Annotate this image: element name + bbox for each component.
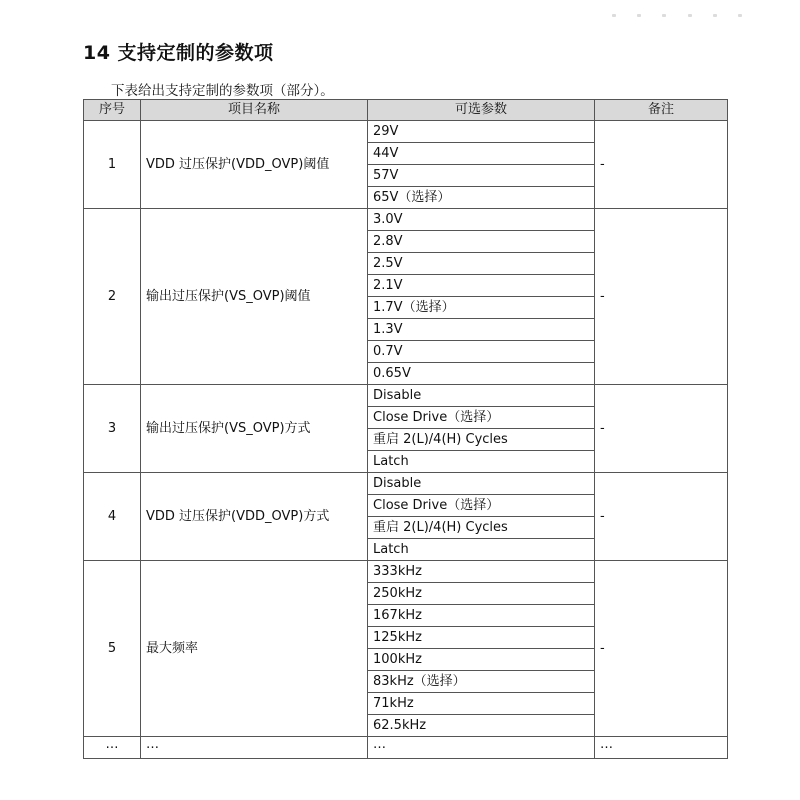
- table-header-row: [84, 100, 728, 121]
- option-cell: 62.5kHz: [368, 715, 595, 737]
- option-cell: 71kHz: [368, 693, 595, 715]
- header-options: 可选参数: [368, 100, 595, 121]
- row-remark: -: [595, 121, 728, 209]
- table-row: [84, 385, 728, 407]
- section-title: 14 支持定制的参数项: [83, 42, 274, 64]
- row-number: 3: [84, 385, 141, 473]
- option-cell: 2.8V: [368, 231, 595, 253]
- option-cell: 167kHz: [368, 605, 595, 627]
- option-cell: 125kHz: [368, 627, 595, 649]
- row-number: 4: [84, 473, 141, 561]
- row-item-name: VDD 过压保护(VDD_OVP)阈值: [141, 121, 368, 209]
- ellipsis-cell: …: [595, 737, 728, 759]
- option-cell: 57V: [368, 165, 595, 187]
- ellipsis-cell: …: [368, 737, 595, 759]
- row-item-name: 最大频率: [141, 561, 368, 737]
- option-cell: 1.3V: [368, 319, 595, 341]
- header-item-name: 项目名称: [141, 100, 368, 121]
- row-remark: -: [595, 561, 728, 737]
- row-remark: -: [595, 209, 728, 385]
- option-cell: 1.7V（选择）: [368, 297, 595, 319]
- option-cell: 100kHz: [368, 649, 595, 671]
- table-row: [84, 121, 728, 143]
- row-number: 5: [84, 561, 141, 737]
- option-cell: Disable: [368, 385, 595, 407]
- option-cell: Close Drive（选择）: [368, 407, 595, 429]
- row-number: 1: [84, 121, 141, 209]
- option-cell: 83kHz（选择）: [368, 671, 595, 693]
- option-cell: 重启 2(L)/4(H) Cycles: [368, 429, 595, 451]
- ellipsis-cell: …: [141, 737, 368, 759]
- row-number: 2: [84, 209, 141, 385]
- table-row-ellipsis: [84, 737, 728, 759]
- option-cell: Close Drive（选择）: [368, 495, 595, 517]
- option-cell: 250kHz: [368, 583, 595, 605]
- option-cell: Disable: [368, 473, 595, 495]
- header-remarks: 备注: [595, 100, 728, 121]
- option-cell: Latch: [368, 451, 595, 473]
- row-remark: -: [595, 385, 728, 473]
- option-cell: 2.1V: [368, 275, 595, 297]
- row-item-name: 输出过压保护(VS_OVP)阈值: [141, 209, 368, 385]
- option-cell: 44V: [368, 143, 595, 165]
- table-row: [84, 561, 728, 583]
- intro-text: 下表给出支持定制的参数项（部分）。: [111, 83, 334, 99]
- option-cell: 2.5V: [368, 253, 595, 275]
- option-cell: 29V: [368, 121, 595, 143]
- option-cell: 重启 2(L)/4(H) Cycles: [368, 517, 595, 539]
- page-corner-dots: [612, 14, 742, 22]
- option-cell: 65V（选择）: [368, 187, 595, 209]
- option-cell: 0.65V: [368, 363, 595, 385]
- parameter-table: [83, 99, 728, 759]
- row-item-name: 输出过压保护(VS_OVP)方式: [141, 385, 368, 473]
- option-cell: 0.7V: [368, 341, 595, 363]
- row-remark: -: [595, 473, 728, 561]
- option-cell: 3.0V: [368, 209, 595, 231]
- option-cell: 333kHz: [368, 561, 595, 583]
- option-cell: Latch: [368, 539, 595, 561]
- table-row: [84, 209, 728, 231]
- row-item-name: VDD 过压保护(VDD_OVP)方式: [141, 473, 368, 561]
- table-row: [84, 473, 728, 495]
- header-number: 序号: [84, 100, 141, 121]
- ellipsis-cell: …: [84, 737, 141, 759]
